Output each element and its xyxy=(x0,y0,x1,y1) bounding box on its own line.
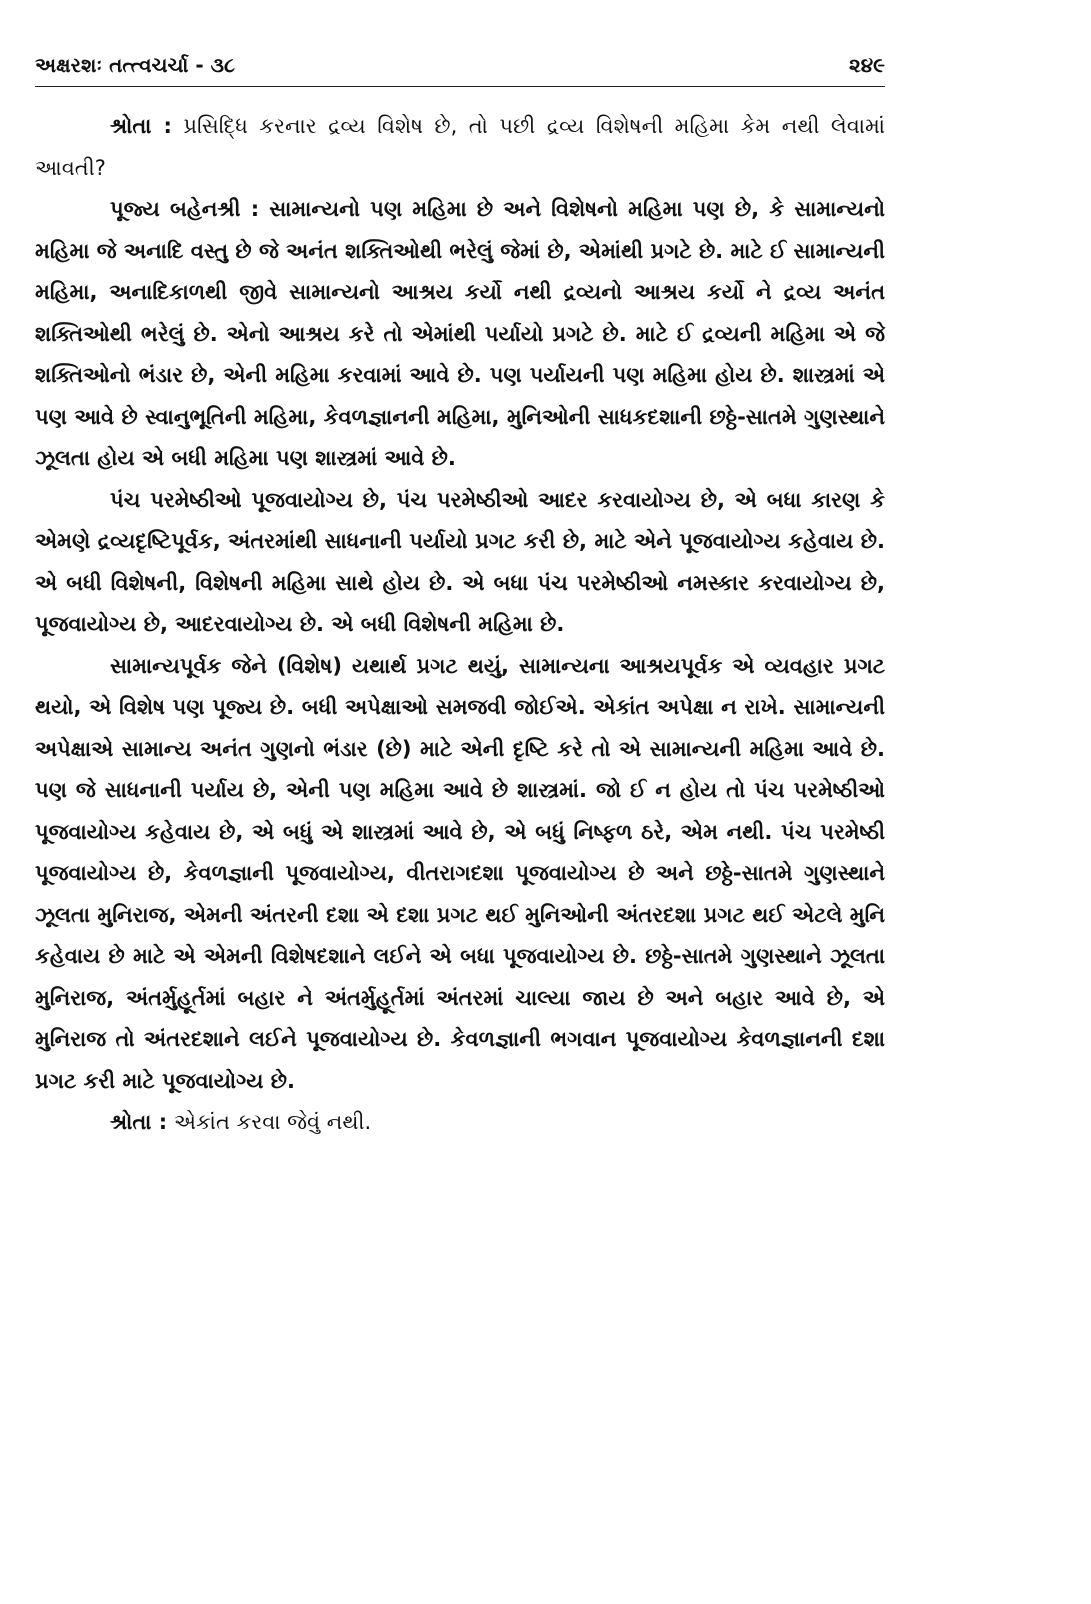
paragraph-text: એકાંત કરવા જેવું નથી. xyxy=(167,1110,372,1134)
page-body xyxy=(35,106,885,1144)
paragraph-listener-question xyxy=(35,106,885,189)
speaker-label: શ્રોતા : xyxy=(110,114,172,138)
page-header xyxy=(35,52,885,87)
speaker-label: શ્રોતા : xyxy=(110,1110,168,1134)
paragraph-text: પ્રસિદ્ધિ કરનાર દ્રવ્ય વિશેષ છે, તો પછી દ્રવ્ય વિશેષની મહિમા કેમ નથી લેવામાં આવતી? xyxy=(35,114,885,180)
speaker-label: પૂજ્ય બહેનશ્રી : xyxy=(110,197,260,221)
paragraph-bahenshri-answer xyxy=(35,189,885,480)
page-number: ૨૪૯ xyxy=(849,53,885,77)
paragraph-text: સામાન્યનો પણ મહિમા છે અને વિશેષનો મહિમા પણ છે, કે સામાન્યનો મહિમા જે અનાદિ વસ્તુ છે જે અનંત શક્તિઓથી ભરેલું જેમાં છે, એમાંથી પ્રગટે છે. માટે ઈ સામાન્યની મહિમા, અનાદિકાળથી જીવે સામાન્યનો આશ્રય કર્યો નથી દ્રવ્યનો આશ્રય કર્યો ને દ્રવ્ય અનંત શક્તિઓથી ભરેલું છે. એનો આશ્રય કરે તો એમાંથી પર્યાયો પ્રગટે છે. માટે ઈ દ્રવ્યની મહિમા એ જે શક્તિઓનો ભંડાર છે, એની મહિમા કરવામાં આવે છે. પણ પર્યાયની પણ મહિમા હોય છે. શાસ્ત્રમાં એ પણ આવે છે સ્વાનુભૂતિની મહિમા, કેવળજ્ઞાનની મહિમા, મુનિઓની સાધકદશાની છઠ્ઠે-સાતમે ગુણસ્થાને ઝૂલતા હોય એ બધી મહિમા પણ શાસ્ત્રમાં આવે છે. xyxy=(35,197,885,470)
paragraph-samanya-purvak: સામાન્યપૂર્વક જેને (વિશેષ) યથાર્થ પ્રગટ થયું, સામાન્યના આશ્રયપૂર્વક એ વ્યવહાર પ્રગટ થયો, એ વિશેષ પણ પૂજ્ય છે. બધી અપેક્ષાઓ સમજવી જોઈએ. એકાંત અપેક્ષા ન રાખે. સામાન્યની અપેક્ષાએ સામાન્ય અનંત ગુણનો ભંડાર (છે) માટે એની દૃષ્ટિ કરે તો એ સામાન્યની મહિમા આવે છે. પણ જે સાધનાની પર્યાય છે, એની પણ મહિમા આવે છે શાસ્ત્રમાં. જો ઈ ન હોય તો પંચ પરમેષ્ઠીઓ પૂજવાયોગ્ય કહેવાય છે, એ બધું એ શાસ્ત્રમાં આવે છે, એ બધું નિષ્ફળ ઠરે, એમ નથી. પંચ પરમેષ્ઠી પૂજવાયોગ્ય છે, કેવળજ્ઞાની પૂજવાયોગ્ય, વીતરાગદશા પૂજવાયોગ્ય છે અને છઠ્ઠે-સાતમે ગુણસ્થાને ઝૂલતા મુનિરાજ, એમની અંતરની દશા એ દશા પ્રગટ થઈ મુનિઓની અંતરદશા પ્રગટ થઈ એટલે મુનિ કહેવાય છે માટે એ એમની વિશેષદશાને લઈને એ બધા પૂજવાયોગ્ય છે. છઠ્ઠે-સાતમે ગુણસ્થાને ઝૂલતા મુનિરાજ, અંતર્મુહૂર્તમાં બહાર ને અંતર્મુહૂર્તમાં અંતરમાં ચાલ્યા જાય છે અને બહાર આવે છે, એ મુનિરાજ તો અંતરદશાને લઈને પૂજવાયોગ્ય છે. કેવળજ્ઞાની ભગવાન પૂજવાયોગ્ય કેવળજ્ઞાનની દશા પ્રગટ કરી માટે પૂજવાયોગ્ય છે. xyxy=(35,653,885,1093)
paragraph-listener-closing xyxy=(35,1102,885,1144)
paragraph-panch-parmeshthi: પંચ પરમેષ્ઠીઓ પૂજવાયોગ્ય છે, પંચ પરમેષ્ઠીઓ આદર કરવાયોગ્ય છે, એ બધા કારણ કે એમણે દ્રવ્યદૃષ્ટિપૂર્વક, અંતરમાંથી સાધનાની પર્યાયો પ્રગટ કરી છે, માટે એને પૂજવાયોગ્ય કહેવાય છે. એ બધી વિશેષની, વિશેષની મહિમા સાથે હોય છે. એ બધા પંચ પરમેષ્ઠીઓ નમસ્કાર કરવાયોગ્ય છે, પૂજવાયોગ્ય છે, આદરવાયોગ્ય છે. એ બધી વિશેષની મહિમા છે. xyxy=(35,487,885,636)
running-title: અક્ષરશઃ તત્ત્વચર્ચા - ૩૮ xyxy=(35,53,235,77)
